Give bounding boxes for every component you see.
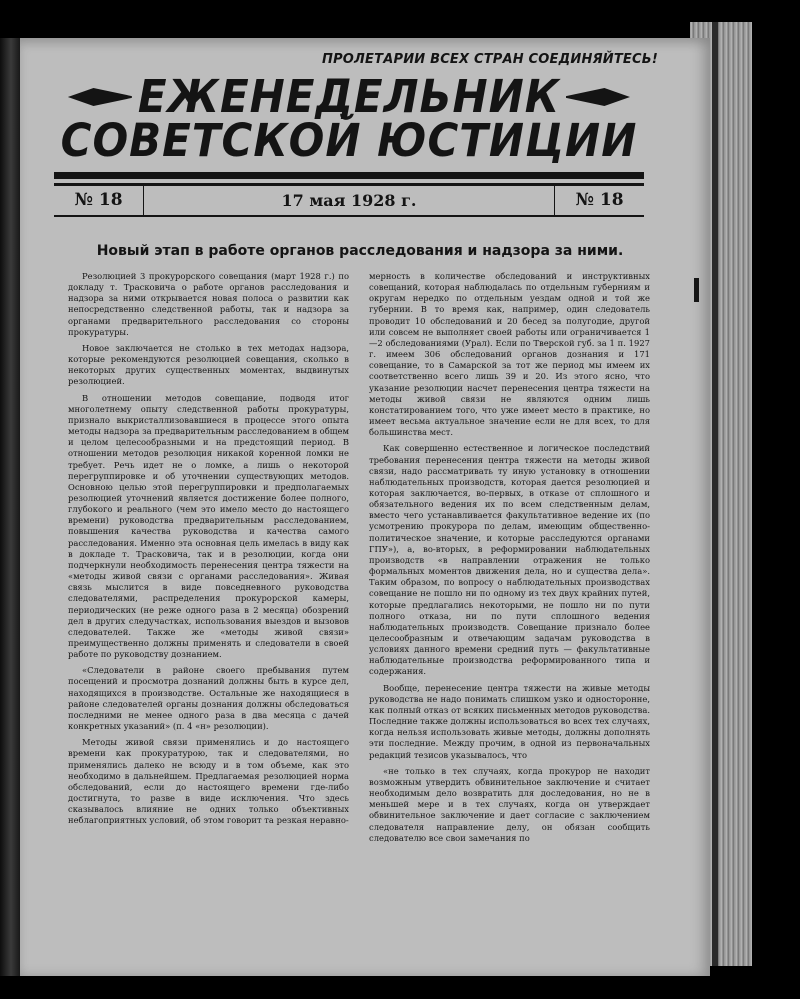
title-line-2: СОВЕТСКОЙ ЮСТИЦИИ (60, 114, 638, 167)
paragraph: Как совершенно естественное и логическое последствий требования перенесения центра тяжести на методы живой связи, надо рассматривать ту иную установку в отношении наблюдательных производств, которая дается резолюцией и которая заключается, во-первых, в отказе от сплошного и обязательного ведения их по всем следственным делам, вместо чего устанавливается факультативное ведение их (по усмотрению прокурора по делам, имеющим общественно-политическое значение, и которые расследуются органами ГПУ»), а, во-вторых, в реформировании наблюдательных производств «в направлении отражения не только формальных моментов движения дела, но и существа дела». Таким образом, по вопросу о наблюдательных производствах совещание не пошло ни по одному из тех двух крайних путей, которые предлагались некоторыми, не пошло ни по пути полного отказа, ни по пути сплошного ведения наблюдательных производств. Совещание признало более целесообразным и отвечающим задачам руководства в условиях данного времени средний путь — факультативные наблюдательные производства реформированного типа и содержания. (369, 443, 650, 677)
article-body (68, 271, 650, 931)
article-headline: Новый этап в работе органов расследования и надзора за ними. (96, 243, 624, 259)
paragraph: В отношении методов совещание, подводя итог многолетнему опыту следственной работы прокуратуры, признало выкристаллизовавшиеся в процессе этого опыта методы надзора за предварительным расследованием в общем и целом целесообразными и на предстоящий период. В отношении методов резолюция никакой коренной ломки не требует. Речь идет не о ломке, а лишь о некоторой перегруппировке и об уточнении существующих методов. Основною целью этой перегруппировки и предполагаемых резолюцией уточнений является достижение более полного, глубокого и реального (чем это имело место до настоящего времени) руководства предварительным расследованием, повышения качества руководства и качества самого расследования. Именно эта основная цель имелась в виду как в докладе т. Трасковича, так и в резолюции, когда они подчеркнули необходимость перенесения центра тяжести на «методы живой связи с органами расследования». Живая связь мыслится в виде повседневного руководства следователями, распределения прокурорской камеры, периодических (не реже одного раза в 2 месяца) обозрений дел в других следучастках, использования выездов и вызовов следователей. Также же «методы живой связи» преимущественно должны применять и следователи в своей работе по руководству дознанием. (68, 392, 349, 660)
issue-bar (54, 183, 644, 217)
title-line-1: ЕЖЕНЕДЕЛЬНИК (137, 70, 561, 123)
quote-paragraph: «Следователи в районе своего пребывания путем посещений и просмотра дознаний должны быть в курсе дел, находящихся в производстве. Остальные же находящиеся в районе следователей органы дознания должны обследоваться последними не менее одного раза в два месяца с дачей конкретных указаний» (п. 4 «н» резолюции). (68, 665, 349, 732)
motto: ПРОЛЕТАРИИ ВСЕХ СТРАН СОЕДИНЯЙТЕСЬ! (322, 52, 658, 67)
quote-paragraph: «не только в тех случаях, когда прокурор не находит возможным утвердить обвинительное заключение и считает необходимым дело возвратить для доследования, но не в меньшей мере и в тех случаях, когда он утверждает обвинительное заключение и дает согласие с заключением следователя направление делу, он обязан сообщить следователю все свои замечания по (369, 765, 650, 843)
ornament-left-icon (68, 88, 132, 106)
left-column (68, 271, 349, 931)
paragraph: Методы живой связи применялись и до настоящего времени как прокуратурою, так и следователями, но применялись далеко не всюду и в том объеме, как это необходимо в дальнейшем. Предлагаемая резолюцией норма обследований, если до настоящего времени где-либо достигнута, то разве в виде исключения. Что здесь сказывалось влияние не одних только объективных неблагоприятных условий, об этом говорит та резкая неравно- (68, 737, 349, 826)
binding-edge (0, 38, 20, 976)
margin-mark (694, 278, 699, 302)
issue-number-right: № 18 (554, 185, 644, 215)
title-row-1 (54, 70, 644, 123)
issue-number-left: № 18 (54, 185, 144, 215)
paragraph: мерность в количестве обследований и инструктивных совещаний, которая наблюдалась по отдельным губерниям и округам нередко по отдельным уездам одной и той же губернии. В то время как, например, один следователь проводит 10 обследований и 20 бесед за полугодие, другой или совсем не выполняет своей работы или ограничивается 1—2 обследованиями (Урал). Если по Тверской губ. за 1 п. 1927 г. имеем 306 обследований органов дознания и 171 совещание, то в Самарской за тот же период мы имеем их соответственно всего лишь 39 и 20. Из этого ясно, что указание резолюции насчет перенесения центра тяжести на методы живой связи не являются одним лишь констатированием того, что уже имеет место в практике, но имеет весьма актуальное значение если не для всех, то для большинства мест. (369, 271, 650, 438)
masthead (54, 70, 644, 186)
newspaper-page (20, 38, 710, 976)
paragraph: Новое заключается не столько в тех методах надзора, которые рекомендуются резолюцией совещания, сколько в некоторых других существенных моментах, выдвинутых резолюцией. (68, 342, 349, 387)
masthead-rule-thick (54, 172, 644, 179)
ornament-right-icon (566, 88, 630, 106)
paragraph: Резолюцией 3 прокурорского совещания (март 1928 г.) по докладу т. Трасковича о работе органов расследования и надзора за ними открывается новая полоса о развитии как непосредственно следственной работы, так и надзора за органами предварительного расследования со стороны прокуратуры. (68, 271, 349, 337)
paragraph: Вообще, перенесение центра тяжести на живые методы руководства не надо понимать слишком узко и односторонне, как полный отказ от всяких письменных методов руководства. Последние также должны использоваться во всех тех случаях, когда нельзя использовать живые методы, должны дополнять эти последние. Между прочим, в одной из первоначальных редакций тезисов указывалось, что (369, 682, 650, 760)
right-column (369, 271, 650, 931)
issue-date: 17 мая 1928 г. (281, 190, 417, 210)
